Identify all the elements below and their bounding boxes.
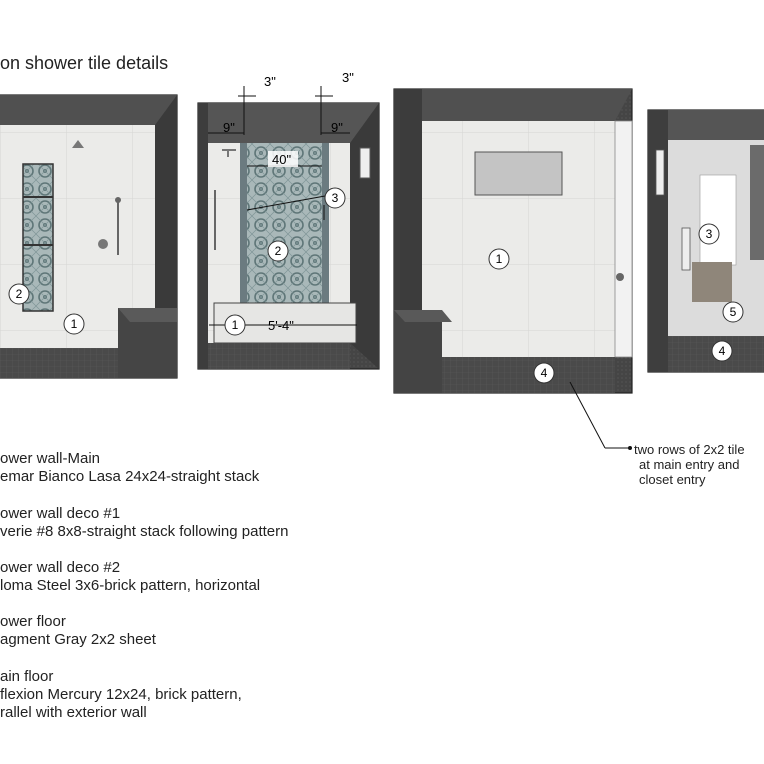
callout-1-a: 1 — [70, 317, 78, 331]
legend-item — [0, 450, 259, 486]
callout-4-b: 4 — [718, 344, 726, 358]
legend-heading: ower wall-Main — [0, 450, 101, 467]
legend-item — [0, 559, 260, 595]
dim-9in-left: 9" — [223, 120, 235, 135]
legend-item — [0, 668, 242, 722]
note-leader-dot — [628, 446, 632, 450]
legend-heading: ower floor — [0, 613, 66, 630]
callout-5: 5 — [729, 305, 737, 319]
dim-9in-right: 9" — [331, 120, 343, 135]
legend-detail: verie #8 8x8-straight stack following pattern — [0, 523, 289, 540]
legend-item — [0, 613, 156, 649]
callout-1-b: 1 — [231, 318, 239, 332]
callout-1-c: 1 — [495, 252, 503, 266]
legend-detail: flexion Mercury 12x24, brick pattern, — [0, 686, 242, 703]
dim-40in: 40" — [272, 152, 292, 167]
callout-3-a: 3 — [331, 191, 339, 205]
note-line-3: closet entry — [639, 472, 706, 487]
legend-detail-continued: rallel with exterior wall — [0, 704, 147, 721]
legend-detail: loma Steel 3x6-brick pattern, horizontal — [0, 577, 261, 594]
legend-detail: agment Gray 2x2 sheet — [0, 631, 156, 648]
callout-2-a: 2 — [15, 287, 23, 301]
callout-2-b: 2 — [274, 244, 282, 258]
note-line-2: at main entry and — [639, 457, 740, 472]
dim-5ft4in: 5'-4" — [268, 318, 294, 333]
elevation-3 — [394, 89, 632, 393]
dim-3in-right: 3" — [342, 70, 354, 85]
elevation-1 — [0, 95, 177, 378]
note-line-1: two rows of 2x2 tile — [634, 442, 745, 457]
page-title: on shower tile details — [0, 53, 169, 73]
legend-heading: ower wall deco #1 — [0, 505, 121, 522]
legend-heading: ower wall deco #2 — [0, 559, 121, 576]
legend-item — [0, 505, 288, 541]
legend-heading: ain floor — [0, 668, 54, 685]
legend-detail: emar Bianco Lasa 24x24-straight stack — [0, 468, 260, 485]
dim-3in-left: 3" — [264, 74, 276, 89]
callout-3-b: 3 — [705, 227, 713, 241]
floor-note — [634, 442, 745, 487]
callout-4-a: 4 — [540, 366, 548, 380]
